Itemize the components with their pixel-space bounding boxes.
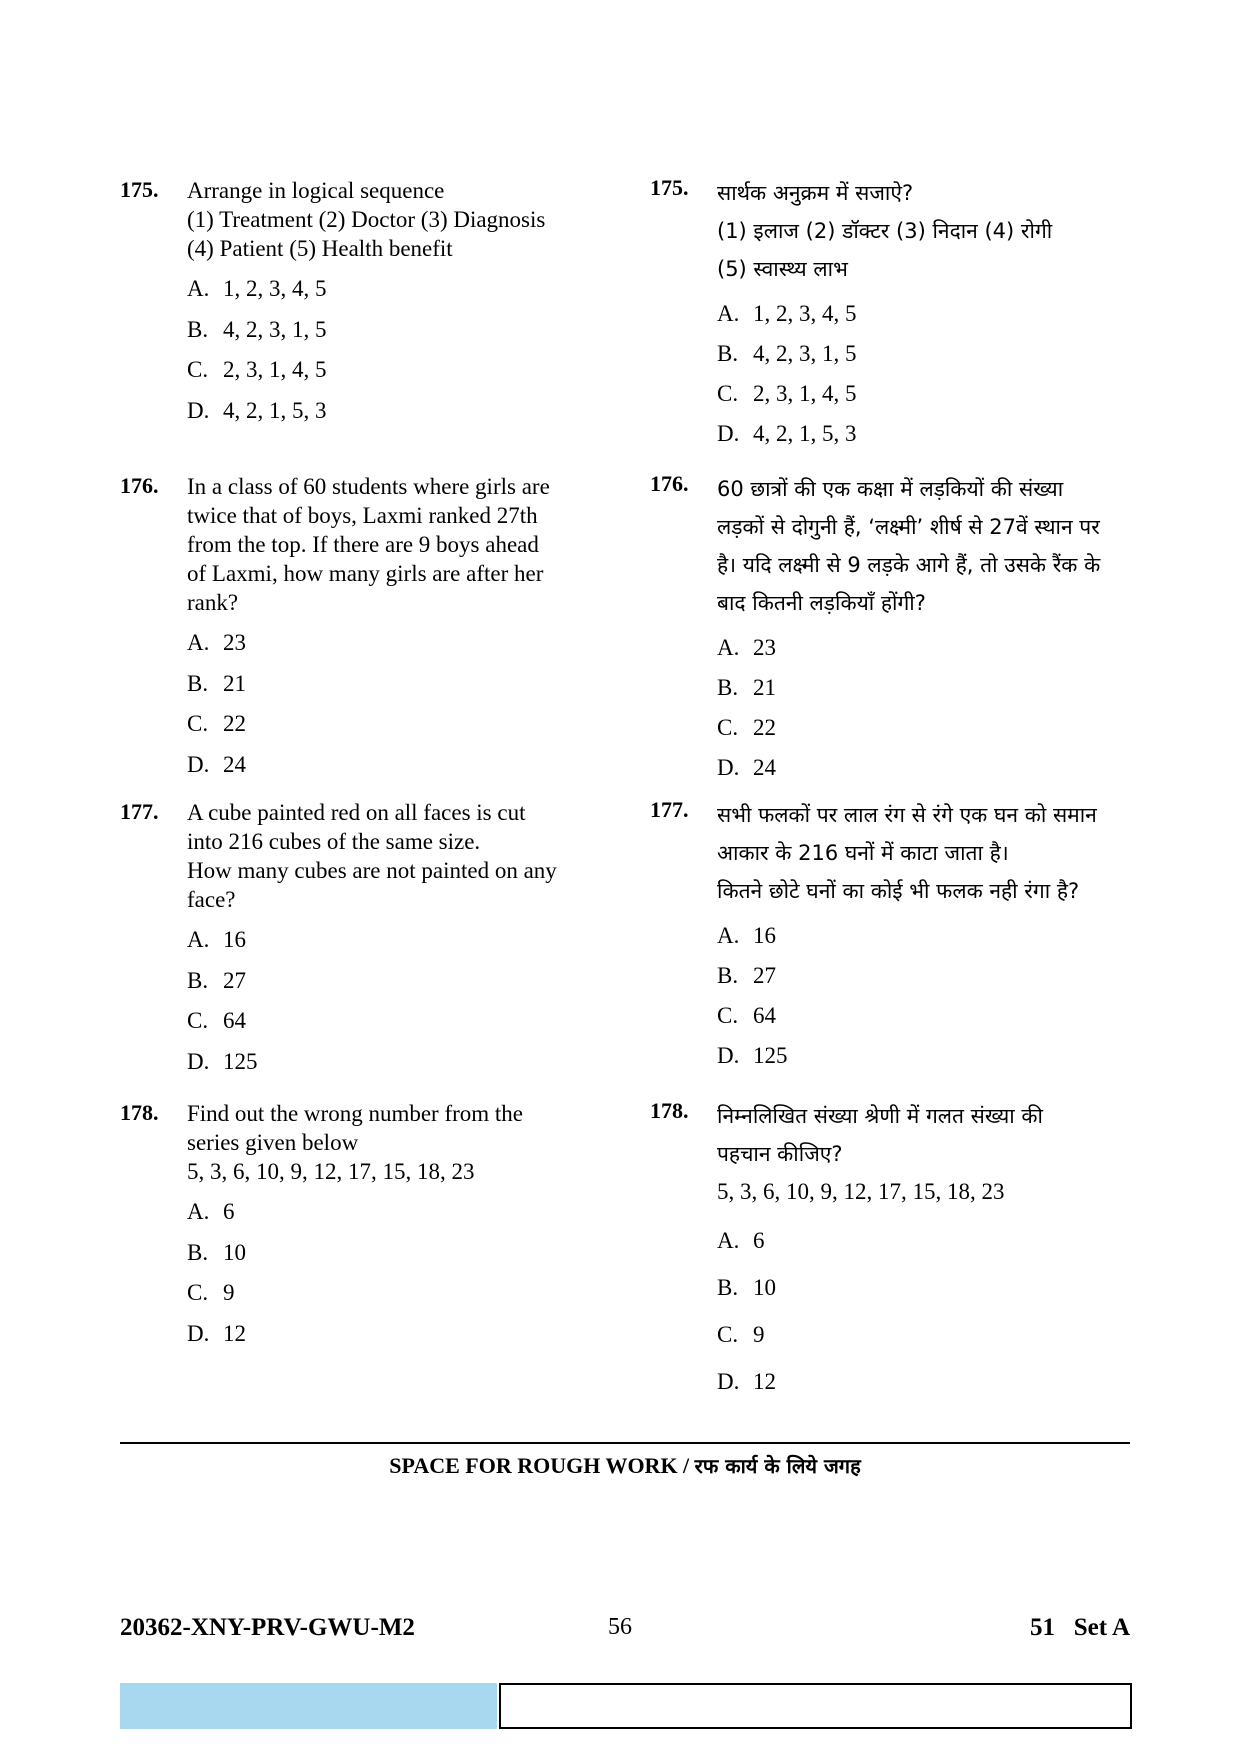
option-b[interactable]: B. 21 [717,675,776,700]
option-c[interactable]: C. 64 [717,1003,776,1028]
question-175-hi [650,174,1135,454]
options-list [717,1217,1135,1405]
question-stem: Find out the wrong number from the series given below 5, 3, 6, 10, 9, 12, 17, 15, 18, 23 [187,1101,524,1184]
question-177-hi [650,796,1135,1076]
option-c[interactable]: C. 9 [187,1280,235,1305]
question-175-en [120,176,600,431]
option-c[interactable]: C. 22 [717,715,776,740]
option-b[interactable]: B. 4, 2, 3, 1, 5 [187,316,327,342]
option-d[interactable]: D. 12 [717,1369,776,1394]
question-stem: निम्नलिखित संख्या श्रेणी में गलत संख्या की पहचान कीजिए? 5, 3, 6, 10, 9, 12, 17, 15, 18, 23 [717,1104,1043,1204]
option-b[interactable]: B. 27 [717,963,776,988]
option-b[interactable]: B. 10 [717,1275,776,1300]
divider-line [120,1442,1130,1444]
option-d[interactable]: D. 12 [187,1320,246,1346]
question-178-en [120,1099,600,1354]
option-a[interactable]: A. 1, 2, 3, 4, 5 [187,276,327,301]
question-number: 178. [120,1100,159,1125]
set-label: 51 Set A [1030,1614,1130,1641]
question-number: 176. [650,471,689,496]
question-stem: A cube painted red on all faces is cut into 216 cubes of the same size. How many cubes are not painted on any face? [187,800,557,912]
options-list [717,628,1135,788]
option-a[interactable]: A. 23 [717,635,776,660]
question-177-en [120,798,600,1082]
question-stem: In a class of 60 students where girls are twice that of boys, Laxmi ranked 27th from the top. If there are 9 boys ahead of Laxmi, how many girls are after her rank? [187,474,550,615]
question-176-en [120,472,600,785]
option-b[interactable]: B. 10 [187,1239,246,1265]
option-a[interactable]: A. 23 [187,630,246,655]
question-stem: सार्थक अनुक्रम में सजाऐ? (1) इलाज (2) डॉक्टर (3) निदान (4) रोगी (5) स्वास्थ्य लाभ [717,181,1053,281]
option-b[interactable]: B. 21 [187,670,246,696]
question-number: 177. [120,799,159,824]
options-list [187,920,600,1082]
question-stem: Arrange in logical sequence (1) Treatment (2) Doctor (3) Diagnosis (4) Patient (5) Health benefit [187,178,546,261]
rough-work-heading: SPACE FOR ROUGH WORK / रफ कार्य के लिये जगह [389,1453,861,1478]
question-176-hi [650,470,1135,788]
option-a[interactable]: A. 6 [187,1199,235,1224]
option-d[interactable]: D. 4, 2, 1, 5, 3 [187,397,327,423]
option-c[interactable]: C. 2, 3, 1, 4, 5 [717,381,857,406]
page-number: 56 [608,1614,632,1640]
option-b[interactable]: B. 27 [187,967,246,993]
question-number: 178. [650,1098,689,1123]
options-list [187,623,600,785]
question-number: 175. [120,177,159,202]
option-d[interactable]: D. 125 [187,1048,258,1074]
option-c[interactable]: C. 64 [187,1008,246,1033]
option-d[interactable]: D. 4, 2, 1, 5, 3 [717,421,857,446]
option-a[interactable]: A. 1, 2, 3, 4, 5 [717,301,857,326]
option-a[interactable]: A. 16 [717,923,776,948]
option-d[interactable]: D. 24 [187,751,246,777]
option-c[interactable]: C. 22 [187,711,246,736]
booklet-code: 20362-XNY-PRV-GWU-M2 [120,1614,415,1641]
question-178-hi [650,1097,1135,1405]
options-list [187,269,600,431]
options-list [187,1192,600,1354]
option-c[interactable]: C. 9 [717,1322,765,1347]
option-b[interactable]: B. 4, 2, 3, 1, 5 [717,341,857,366]
question-stem: 60 छात्रों की एक कक्षा में लड़कियों की संख्या लड़कों से दोगुनी हैं, ‘लक्ष्मी’ शीर्ष से 27वें स्थान पर है। यदि लक्ष्मी से 9 लड़के आगे हैं, तो उसके रैंक के बाद कितनी लड़कियाँ होंगी? [717,477,1101,615]
footer-color-bar [120,1683,497,1729]
option-a[interactable]: A. 16 [187,927,246,952]
option-d[interactable]: D. 125 [717,1043,788,1068]
footer-empty-box [499,1683,1132,1729]
option-a[interactable]: A. 6 [717,1228,765,1253]
option-d[interactable]: D. 24 [717,755,776,780]
question-stem: सभी फलकों पर लाल रंग से रंगे एक घन को समान आकार के 216 घनों में काटा जाता है। कितने छोटे घनों का कोई भी फलक नही रंगा है? [717,803,1097,903]
question-number: 175. [650,175,689,200]
question-number: 177. [650,797,689,822]
option-c[interactable]: C. 2, 3, 1, 4, 5 [187,357,327,382]
options-list [717,916,1135,1076]
question-number: 176. [120,473,159,498]
options-list [717,294,1135,454]
